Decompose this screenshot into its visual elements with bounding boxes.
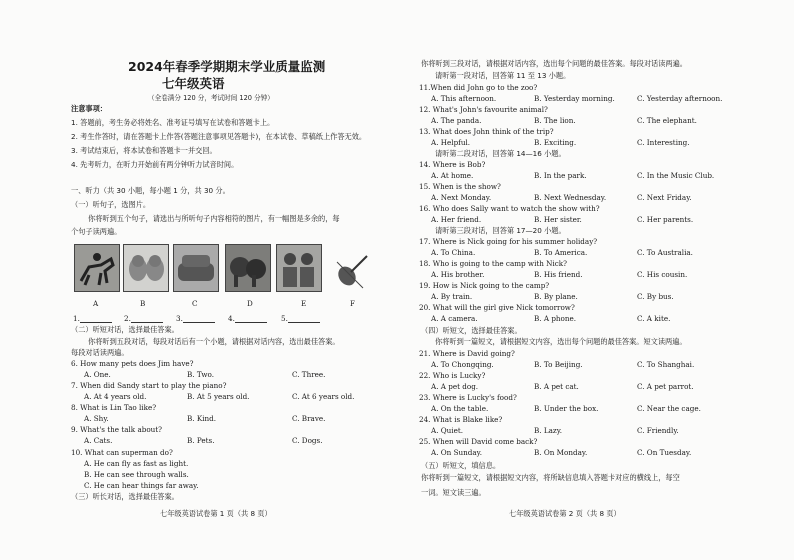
option: C. Three. xyxy=(292,370,326,379)
option: B. On Monday. xyxy=(534,448,588,457)
option: C. A pet parrot. xyxy=(637,382,694,391)
option: A. His brother. xyxy=(431,270,485,279)
answer-blank: 5. xyxy=(281,314,320,323)
part-5-heading: （五）听短文，填信息。 xyxy=(421,461,501,470)
option: B. Pets. xyxy=(187,436,215,445)
option: C. At 6 years old. xyxy=(292,392,355,401)
section-listening: 一、听力（共 30 小题，每小题 1 分，共 30 分。 xyxy=(71,186,230,195)
option: C. Dogs. xyxy=(292,436,323,445)
option: C. Near the cage. xyxy=(637,404,701,413)
option: A. Shy. xyxy=(84,414,109,423)
part-1-instructions: 个句子读两遍。 xyxy=(71,227,122,236)
question: 19. How is Nick going to the camp? xyxy=(419,281,550,290)
option: B. Under the box. xyxy=(534,404,599,413)
option: A. This afternoon. xyxy=(431,94,497,103)
answer-blank: 2. xyxy=(124,314,163,323)
option: B. The lion. xyxy=(534,116,576,125)
option: A. On the table. xyxy=(431,404,489,413)
question: 23. Where is Lucky's food? xyxy=(419,393,517,402)
option: A. The panda. xyxy=(431,116,482,125)
part-2-heading: （二）听短对话，选择最佳答案。 xyxy=(71,325,179,334)
part-4-heading: （四）听短文，选择最佳答案。 xyxy=(421,326,522,335)
picture-label: E xyxy=(301,299,307,308)
option: C. In the Music Club. xyxy=(637,171,715,180)
exam-title: 2024年春季学期期末学业质量监测 xyxy=(128,59,326,74)
question: 21. Where is David going? xyxy=(419,349,515,358)
picture-a-horse-rider xyxy=(74,244,120,292)
option: B. He can see through walls. xyxy=(84,470,189,479)
option: A. A pet dog. xyxy=(431,382,479,391)
page-2 xyxy=(397,0,794,560)
question: 20. What will the girl give Nick tomorrow? xyxy=(419,303,575,312)
question: 7. When did Sandy start to play the piano? xyxy=(71,381,227,390)
option: C. Interesting. xyxy=(637,138,690,147)
part-1-instructions: 你将听到五个句子，请选出与所听句子内容相符的图片，有一幅图是多余的，每 xyxy=(88,214,340,223)
option: B. A pet cat. xyxy=(534,382,579,391)
option: A. One. xyxy=(84,370,111,379)
note-item: 4. 先考听力，在听力开始前有两分钟听力试音时间。 xyxy=(71,160,239,169)
option: B. To America. xyxy=(534,248,588,257)
part-3-heading: （三）听长对话，选择最佳答案。 xyxy=(71,492,179,501)
part-3-instructions: 你将听到三段对话，请根据对话内容，选出每个问题的最佳答案。每段对话读两遍。 xyxy=(421,59,687,68)
picture-label: F xyxy=(350,299,355,308)
option: C. To Shanghai. xyxy=(637,360,695,369)
option: B. By plane. xyxy=(534,292,578,301)
option: B. Her sister. xyxy=(534,215,582,224)
note-item: 3. 考试结束后，将本试卷和答题卡一并交回。 xyxy=(71,146,217,155)
option: C. He can hear things far away. xyxy=(84,481,199,490)
option: A. Helpful. xyxy=(431,138,471,147)
note-item: 2. 考生作答时，请在答题卡上作答(答题注意事项见答题卡)，在本试卷、草稿纸上作答无效。 xyxy=(71,132,367,141)
option: B. Yesterday morning. xyxy=(534,94,615,103)
option: A. A camera. xyxy=(431,314,478,323)
option: C. To Australia. xyxy=(637,248,693,257)
option: B. To Beijing. xyxy=(534,360,583,369)
option: C. Next Friday. xyxy=(637,193,692,202)
picture-label: C xyxy=(192,299,198,308)
exam-subtitle: （全卷满分 120 分，考试时间 120 分钟） xyxy=(148,94,274,102)
option: A. Cats. xyxy=(84,436,113,445)
picture-label: A xyxy=(93,299,99,308)
option: A. By train. xyxy=(431,292,473,301)
option: C. By bus. xyxy=(637,292,674,301)
picture-label: B xyxy=(140,299,146,308)
option: B. Lazy. xyxy=(534,426,563,435)
notes-title: 注意事项： xyxy=(71,104,107,113)
option: C. A kite. xyxy=(637,314,671,323)
option: A. Next Monday. xyxy=(431,193,492,202)
option: A. At home. xyxy=(431,171,474,180)
question: 11.When did John go to the zoo? xyxy=(419,83,538,92)
option: A. He can fly as fast as light. xyxy=(84,459,189,468)
page-footer: 七年级英语试卷第 1 页（共 8 页） xyxy=(160,509,272,518)
question: 22. Who is Lucky? xyxy=(419,371,486,380)
question: 9. What's the talk about? xyxy=(71,425,163,434)
question: 15. When is the show? xyxy=(419,182,501,191)
part-5-instructions: 你将听到一篇短文，请根据短文内容，将所缺信息填入答题卡对应的横线上，每空 xyxy=(421,473,680,482)
picture-f-violin xyxy=(333,252,371,290)
option: B. In the park. xyxy=(534,171,587,180)
option: A. Her friend. xyxy=(431,215,482,224)
answer-blank: 4. xyxy=(228,314,267,323)
question: 12. What's John's favourite animal? xyxy=(419,105,548,114)
question: 25. When will David come back? xyxy=(419,437,538,446)
option: C. Her parents. xyxy=(637,215,694,224)
option: C. Brave. xyxy=(292,414,326,423)
question: 16. Who does Sally want to watch the show with? xyxy=(419,204,600,213)
answer-blank: 1. xyxy=(73,314,112,323)
picture-e-family xyxy=(276,244,322,292)
question: 17. Where is Nick going for his summer holiday? xyxy=(419,237,598,246)
dialogue-1-heading: 请听第一段对话，回答第 11 至 13 小题。 xyxy=(435,71,571,80)
option: B. At 5 years old. xyxy=(187,392,250,401)
question: 6. How many pets does Jim have? xyxy=(71,359,194,368)
dialogue-2-heading: 请听第二段对话，回答第 14—16 小题。 xyxy=(435,149,566,158)
option: B. A phone. xyxy=(534,314,577,323)
option: A. Quiet. xyxy=(431,426,464,435)
option: B. Kind. xyxy=(187,414,217,423)
question: 18. Who is going to the camp with Nick? xyxy=(419,259,568,268)
option: C. Friendly. xyxy=(637,426,679,435)
question: 24. What is Blake like? xyxy=(419,415,503,424)
page-footer: 七年级英语试卷第 2 页（共 8 页） xyxy=(509,509,621,518)
picture-d-elephants xyxy=(225,244,271,292)
question: 13. What does John think of the trip? xyxy=(419,127,554,136)
part-2-instructions: 你将听到五段对话，每段对话后有一个小题，请根据对话内容，选出最佳答案。 xyxy=(88,337,340,346)
part-1-heading: （一）听句子，选图片。 xyxy=(71,200,151,209)
option: A. At 4 years old. xyxy=(84,392,147,401)
part-4-instructions: 你将听到一篇短文，请根据短文内容，选出每个问题的最佳答案。短文读两遍。 xyxy=(435,337,687,346)
option: C. His cousin. xyxy=(637,270,688,279)
option: A. To China. xyxy=(431,248,476,257)
answer-blank: 3. xyxy=(176,314,215,323)
part-2-instructions: 每段对话读两遍。 xyxy=(71,348,129,357)
option: A. To Chongqing. xyxy=(431,360,494,369)
exam-subject: 七年级英语 xyxy=(162,76,225,91)
question: 10. What can superman do? xyxy=(71,448,173,457)
option: C. On Tuesday. xyxy=(637,448,692,457)
option: B. Next Wednesday. xyxy=(534,193,607,202)
option: B. Two. xyxy=(187,370,215,379)
option: A. On Sunday. xyxy=(431,448,483,457)
option: C. The elephant. xyxy=(637,116,697,125)
option: B. His friend. xyxy=(534,270,583,279)
question: 14. Where is Bob? xyxy=(419,160,486,169)
option: C. Yesterday afternoon. xyxy=(637,94,723,103)
option: B. Exciting. xyxy=(534,138,577,147)
note-item: 1. 答题前，考生务必将姓名、准考证号填写在试卷和答题卡上。 xyxy=(71,118,275,127)
question: 8. What is Lin Tao like? xyxy=(71,403,157,412)
picture-c-sofa xyxy=(173,244,219,292)
dialogue-3-heading: 请听第三段对话，回答第 17—20 小题。 xyxy=(435,226,566,235)
picture-label: D xyxy=(247,299,253,308)
part-5-instructions: 一词。短文读三遍。 xyxy=(421,488,486,497)
picture-b-pigs xyxy=(123,244,169,292)
